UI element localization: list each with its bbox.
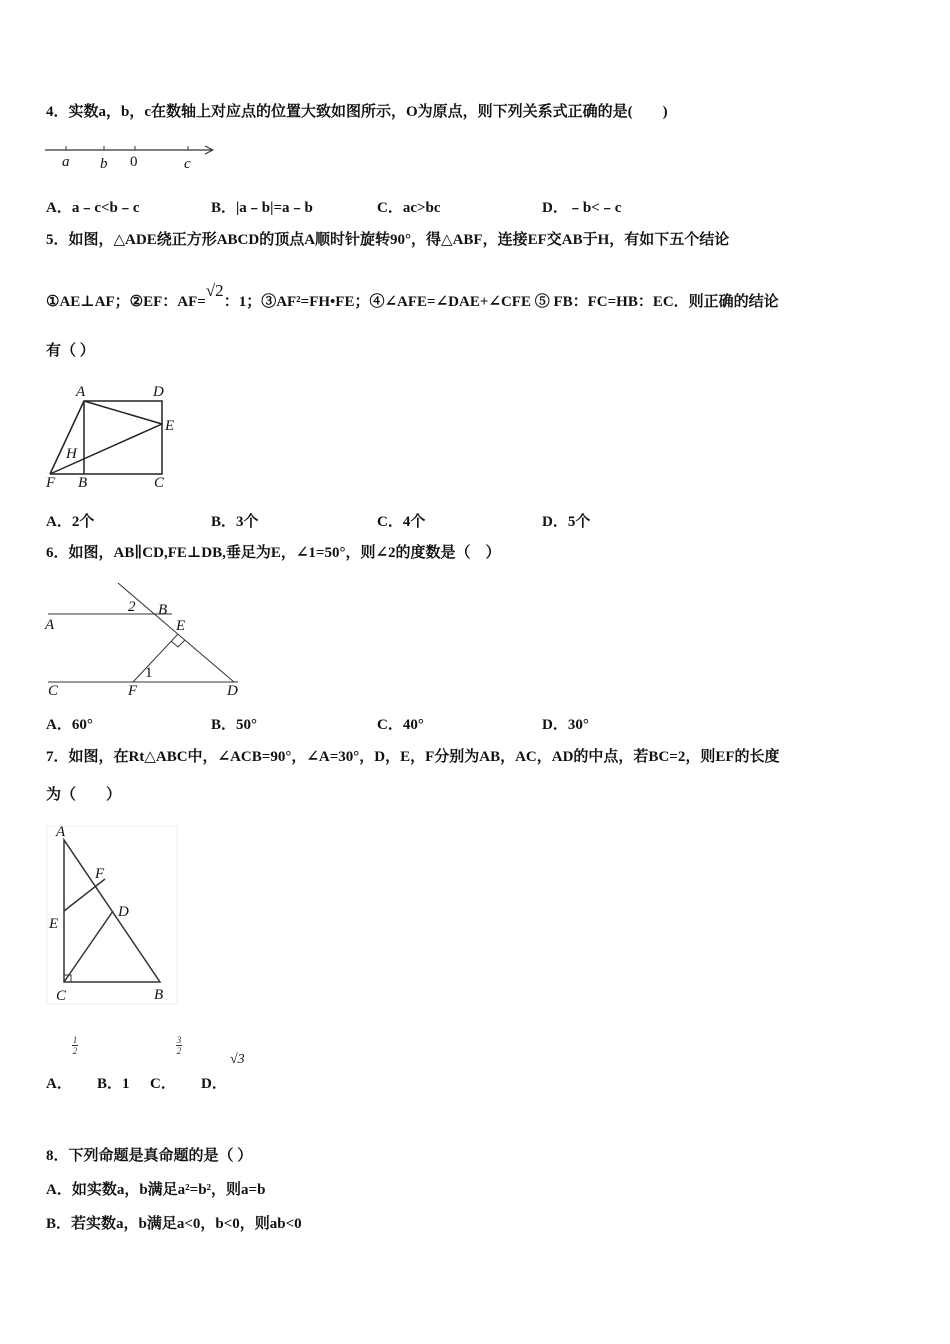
q5-stem-end: 有（ ） <box>46 343 95 359</box>
q5-figure <box>50 401 162 474</box>
q6-option-d[interactable]: D．30° <box>542 717 589 733</box>
q7-stem-end: 为（ ） <box>46 787 122 803</box>
label-A: A <box>76 384 86 400</box>
label-A: A <box>45 617 55 633</box>
label-E: E <box>176 618 186 634</box>
q7-option-a[interactable]: A． <box>46 1076 72 1092</box>
q6-figure <box>48 583 238 682</box>
q5-option-a[interactable]: A．2个 <box>46 514 95 530</box>
q6-option-c[interactable]: C．40° <box>377 717 424 733</box>
label-2: 2 <box>128 599 136 615</box>
axis-label-a: a <box>62 154 70 170</box>
label-C: C <box>154 475 165 491</box>
q5-conclusions <box>46 281 779 311</box>
label-E: E <box>165 418 175 434</box>
label-F: F <box>128 683 138 699</box>
sqrt-2: √2 <box>205 281 224 300</box>
label-C: C <box>48 683 59 699</box>
q7-stem: 7．如图，在Rt△ABC中，∠ACB=90°，∠A=30°，D，E，F分别为AB，AC，AD的中点，若BC=2，则EF的长度 <box>46 749 780 765</box>
axis-label-c: c <box>184 156 191 172</box>
q7-option-b[interactable]: B．1 <box>97 1076 130 1092</box>
label-E: E <box>49 916 59 932</box>
axis-label-b: b <box>100 156 108 172</box>
q7-fraction-c: $\frac{3}{2}$ <box>176 1035 182 1056</box>
q6-option-b[interactable]: B．50° <box>211 717 258 733</box>
q5-stem: 5．如图，△ADE绕正方形ABCD的顶点A顺时针旋转90°，得△ABF，连接EF交AB于H，有如下五个结论 <box>46 232 730 248</box>
label-B: B <box>158 602 168 618</box>
label-B: B <box>78 475 88 491</box>
q8-option-a[interactable]: A．如实数a，b满足a²=b²，则a=b <box>46 1182 266 1198</box>
q4-option-c[interactable]: C．ac>bc <box>377 200 441 216</box>
q5-option-b[interactable]: B．3个 <box>211 514 259 530</box>
q8-stem: 8．下列命题是真命题的是（ ） <box>46 1148 253 1164</box>
q4-option-b[interactable]: B．|a﹣b|=a﹣b <box>211 200 313 216</box>
q4-option-d[interactable]: D．﹣b<﹣c <box>542 200 622 216</box>
label-A: A <box>56 824 66 840</box>
q8-option-b[interactable]: B．若实数a，b满足a<0，b<0，则ab<0 <box>46 1216 302 1232</box>
q5-option-d[interactable]: D．5个 <box>542 514 591 530</box>
label-B: B <box>154 987 164 1003</box>
q6-stem: 6．如图，AB∥CD,FE⊥DB,垂足为E，∠1=50°，则∠2的度数是（ ） <box>46 545 501 561</box>
q6-option-a[interactable]: A．60° <box>46 717 93 733</box>
axis-label-0: 0 <box>130 154 138 170</box>
q7-figure <box>47 826 177 1004</box>
q7-option-c[interactable]: C． <box>150 1076 176 1092</box>
label-F: F <box>95 866 105 882</box>
q7-sqrt3: √3 <box>230 1052 245 1067</box>
label-F: F <box>46 475 56 491</box>
label-H: H <box>66 446 77 462</box>
label-D: D <box>227 683 238 699</box>
q4-option-a[interactable]: A．a﹣c<b﹣c <box>46 200 140 216</box>
label-C: C <box>56 988 67 1004</box>
q5-option-c[interactable]: C．4个 <box>377 514 426 530</box>
label-D: D <box>153 384 164 400</box>
q7-fraction-a: $\frac{1}{2}$ <box>72 1035 78 1056</box>
conclusions-part-2: ：1；③AF²=FH•FE；④∠AFE=∠DAE+∠CFE ⑤ FB：FC=HB：EC．则正确的结论 <box>223 294 779 310</box>
q7-option-d[interactable]: D． <box>201 1076 227 1092</box>
q4-stem: 4．实数a，b，c在数轴上对应点的位置大致如图所示，O为原点，则下列关系式正确的是( ) <box>46 104 668 120</box>
label-1: 1 <box>145 665 153 681</box>
label-D: D <box>118 904 129 920</box>
conclusions-part-1: ①AE⊥AF；②EF：AF= <box>46 294 206 310</box>
